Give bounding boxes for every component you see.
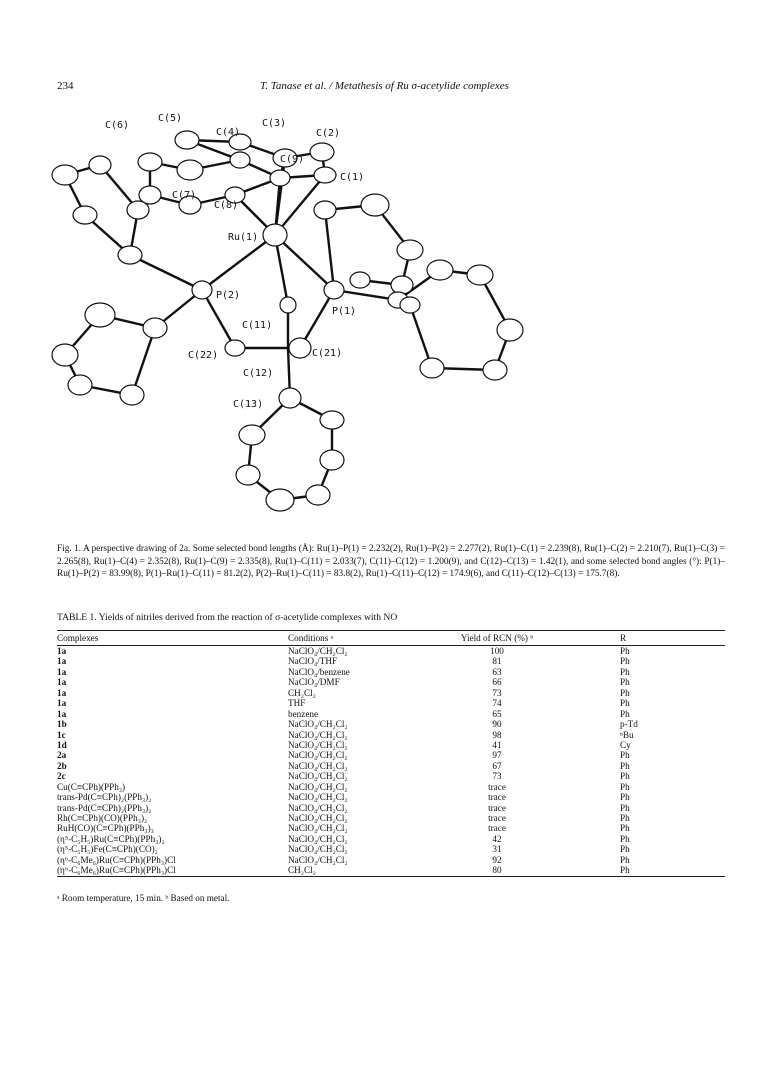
table-row xyxy=(57,656,725,666)
table-cell-conditions: NaClO₄/CH₂Cl₂ xyxy=(288,823,348,834)
table-cell-yield: 92 xyxy=(492,854,502,865)
label-c5: C(5) xyxy=(158,113,183,124)
table-cell-r: Ph xyxy=(620,666,630,677)
table-cell-r: Ph xyxy=(620,708,630,719)
table-cell-complex: Cu(C≡CPh)(PPh₃) xyxy=(57,781,126,792)
table-cell-complex: trans-Pd(C≡CPh)₂(PPh₃)₂ xyxy=(57,792,152,803)
table-cell-yield: 42 xyxy=(492,833,502,844)
table-row xyxy=(57,646,725,656)
table-bottom-rule xyxy=(57,876,725,877)
table-cell-complex: 1a xyxy=(57,687,67,698)
table-cell-complex: 1a xyxy=(57,666,67,677)
table-cell-conditions: NaClO₄/CH₂Cl₂ xyxy=(288,844,348,855)
table-cell-yield: 66 xyxy=(492,677,502,688)
table-cell-complex: trans-Pd(C≡CPh)₂(PPh₃)₂ xyxy=(57,802,152,813)
table-cell-complex: (η⁵-C₅H₅)Ru(C≡CPh)(PPh₃)₂ xyxy=(57,833,165,844)
header-conditions: Conditions ᵃ xyxy=(288,633,334,643)
table-cell-yield: trace xyxy=(488,823,506,834)
table-cell-yield: trace xyxy=(488,781,506,792)
table-cell-conditions: NaClO₄/benzene xyxy=(288,666,350,677)
table-cell-r: Ph xyxy=(620,854,630,865)
table-row xyxy=(57,771,725,781)
table-cell-r: Ph xyxy=(620,865,630,876)
table-row xyxy=(57,855,725,865)
table-cell-complex: 2c xyxy=(57,771,66,782)
table-row xyxy=(57,792,725,802)
label-c12: C(12) xyxy=(243,368,274,379)
label-c3: C(3) xyxy=(262,118,287,129)
label-p1: P(1) xyxy=(332,306,357,317)
table-cell-complex: 1a xyxy=(57,656,67,667)
table-cell-r: Ph xyxy=(620,781,630,792)
table-row xyxy=(57,667,725,677)
table-cell-r: Ph xyxy=(620,823,630,834)
table-cell-complex: (η⁶-C₆Me₆)Ru(C≡CPh)(PPh₃)Cl xyxy=(57,865,176,876)
table-title: TABLE 1. Yields of nitriles derived from the reaction of σ-acetylide complexes with NO xyxy=(57,612,398,623)
table-cell-conditions: NaClO₄/CH₂Cl₂ xyxy=(288,781,348,792)
table-cell-conditions: NaClO₄/CH₂Cl₂ xyxy=(288,802,348,813)
table-cell-yield: 74 xyxy=(492,698,502,709)
table-cell-yield: 63 xyxy=(492,666,502,677)
table-cell-r: Ph xyxy=(620,646,630,656)
table-cell-conditions: NaClO₄/CH₂Cl₂ xyxy=(288,646,348,656)
table-cell-complex: 1a xyxy=(57,698,67,709)
table-cell-conditions: NaClO₄/DMF xyxy=(288,677,340,688)
table-cell-complex: 1a xyxy=(57,677,67,688)
table-row xyxy=(57,813,725,823)
table-row xyxy=(57,677,725,687)
table-cell-complex: 2a xyxy=(57,750,67,761)
yields-table xyxy=(57,630,725,877)
label-ru1: Ru(1) xyxy=(228,232,259,243)
header-complexes: Complexes xyxy=(57,633,99,643)
table-row xyxy=(57,709,725,719)
table-cell-conditions: NaClO₄/CH₂Cl₂ xyxy=(288,760,348,771)
table-cell-r: Ph xyxy=(620,792,630,803)
table-cell-r: Ph xyxy=(620,750,630,761)
table-cell-r: Ph xyxy=(620,833,630,844)
table-cell-complex: (η⁵-C₅H₅)Fe(C≡CPh)(CO)₂ xyxy=(57,844,158,855)
table-cell-yield: trace xyxy=(488,802,506,813)
table-cell-r: Ph xyxy=(620,802,630,813)
table-row xyxy=(57,803,725,813)
table-row xyxy=(57,730,725,740)
table-cell-r: ⁿBu xyxy=(620,729,634,740)
table-cell-complex: 1c xyxy=(57,729,66,740)
label-c1: C(1) xyxy=(340,172,365,183)
table-row xyxy=(57,844,725,854)
table-cell-r: Ph xyxy=(620,677,630,688)
molecular-structure-figure xyxy=(40,100,560,540)
table-cell-conditions: NaClO₄/CH₂Cl₂ xyxy=(288,854,348,865)
table-row xyxy=(57,750,725,760)
table-cell-conditions: NaClO₄/CH₂Cl₂ xyxy=(288,771,348,782)
table-cell-r: Ph xyxy=(620,844,630,855)
figure-caption: Fig. 1. A perspective drawing of 2a. Some selected bond lengths (Å): Ru(1)–P(1) = 2.232(2), Ru(1)–P(2) = 2.277(2), Ru(1)–C(1) = 2.239(8), Ru(1)–C(2) = 2.210(7), Ru(1)–C(3) = 2.265(8), Ru(1)–C(4) = 2.352(8), Ru(1)–C(9) = 2.335(8), Ru(1)–C(11) = 2.033(7), C(11)–C(12) = 1.200(9), and C(12)–C(13) = 1.42(1), and some selected bond angles (°): P(1)–Ru(1)–P(2) = 83.99(8), P(1)–Ru(1)–C(11) = 81.2(2), P(2)–Ru(1)–C(11) = 83.8(2), Ru(1)–C(11)–C(12) = 174.9(6), and C(11)–C(12)–C(13) = 175.7(8). xyxy=(57,544,725,579)
table-cell-conditions: CH₂Cl₂ xyxy=(288,687,316,698)
table-cell-r: Cy xyxy=(620,739,631,750)
table-cell-r: Ph xyxy=(620,813,630,823)
table-cell-complex: 1b xyxy=(57,719,67,730)
table-cell-r: p-Td xyxy=(620,719,638,730)
table-body xyxy=(57,646,725,876)
table-cell-r: Ph xyxy=(620,656,630,667)
label-c13: C(13) xyxy=(233,399,264,410)
ortep-drawing xyxy=(40,100,560,540)
table-row xyxy=(57,698,725,708)
label-c11: C(11) xyxy=(242,320,273,331)
label-c22: C(22) xyxy=(188,350,219,361)
table-cell-complex: RuH(CO)(C≡CPh)(PPh₃)₃ xyxy=(57,823,154,834)
table-cell-conditions: THF xyxy=(288,698,306,709)
table-cell-conditions: NaClO₄/CH₂Cl₂ xyxy=(288,719,348,730)
table-cell-yield: 98 xyxy=(492,729,502,740)
table-row xyxy=(57,740,725,750)
table-row xyxy=(57,761,725,771)
table-cell-yield: trace xyxy=(488,813,506,823)
table-cell-conditions: NaClO₄/CH₂Cl₂ xyxy=(288,739,348,750)
table-row xyxy=(57,834,725,844)
table-cell-yield: 97 xyxy=(492,750,502,761)
table-cell-conditions: NaClO₄/CH₂Cl₂ xyxy=(288,792,348,803)
table-cell-conditions: NaClO₄/CH₂Cl₂ xyxy=(288,813,348,823)
header-r: R xyxy=(620,633,627,643)
label-c7: C(7) xyxy=(172,190,197,201)
table-cell-complex: 1d xyxy=(57,739,67,750)
table-cell-yield: 90 xyxy=(492,719,502,730)
table-row xyxy=(57,823,725,833)
table-cell-r: Ph xyxy=(620,687,630,698)
table-row xyxy=(57,688,725,698)
table-cell-yield: 81 xyxy=(492,656,502,667)
table-cell-conditions: NaClO₄/CH₂Cl₂ xyxy=(288,750,348,761)
table-cell-conditions: NaClO₄/CH₂Cl₂ xyxy=(288,729,348,740)
table-cell-conditions: benzene xyxy=(288,708,319,719)
table-cell-yield: 65 xyxy=(492,708,502,719)
table-cell-yield: 73 xyxy=(492,687,502,698)
table-cell-r: Ph xyxy=(620,771,630,782)
table-cell-yield: 41 xyxy=(492,739,502,750)
table-cell-complex: 1a xyxy=(57,708,67,719)
table-cell-complex: 2b xyxy=(57,760,67,771)
table-cell-conditions: NaClO₄/CH₂Cl₂ xyxy=(288,833,348,844)
label-c6: C(6) xyxy=(105,120,130,131)
table-cell-complex: Rh(C≡CPh)(CO)(PPh₃)₂ xyxy=(57,813,148,823)
table-cell-conditions: CH₂Cl₂ xyxy=(288,865,316,876)
page-number: 234 xyxy=(57,80,74,92)
label-p2: P(2) xyxy=(216,290,241,301)
table-cell-complex: (η⁶-C₆Me₆)Ru(C≡CPh)(PPh₃)Cl xyxy=(57,854,176,865)
running-title: T. Tanase et al. / Metathesis of Ru σ-acetylide complexes xyxy=(260,80,509,92)
table-footnote: ᵃ Room temperature, 15 min. ᵇ Based on metal. xyxy=(57,893,230,903)
table-row xyxy=(57,865,725,875)
table-cell-yield: 31 xyxy=(492,844,502,855)
label-c9: C(9) xyxy=(280,154,305,165)
table-cell-r: Ph xyxy=(620,760,630,771)
header-yield: Yield of RCN (%) ᵇ xyxy=(460,633,534,643)
table-cell-conditions: NaClO₄/THF xyxy=(288,656,338,667)
table-header-row xyxy=(57,631,725,645)
table-cell-complex: 1a xyxy=(57,646,67,656)
table-cell-yield: trace xyxy=(488,792,506,803)
table-cell-r: Ph xyxy=(620,698,630,709)
table-cell-yield: 73 xyxy=(492,771,502,782)
label-c21: C(21) xyxy=(312,348,343,359)
table-cell-yield: 100 xyxy=(490,646,504,656)
label-c8: C(8) xyxy=(214,200,239,211)
table-cell-yield: 67 xyxy=(492,760,502,771)
label-c2: C(2) xyxy=(316,128,341,139)
table-cell-yield: 80 xyxy=(492,865,502,876)
table-row xyxy=(57,782,725,792)
table-row xyxy=(57,719,725,729)
label-c4: C(4) xyxy=(216,127,241,138)
